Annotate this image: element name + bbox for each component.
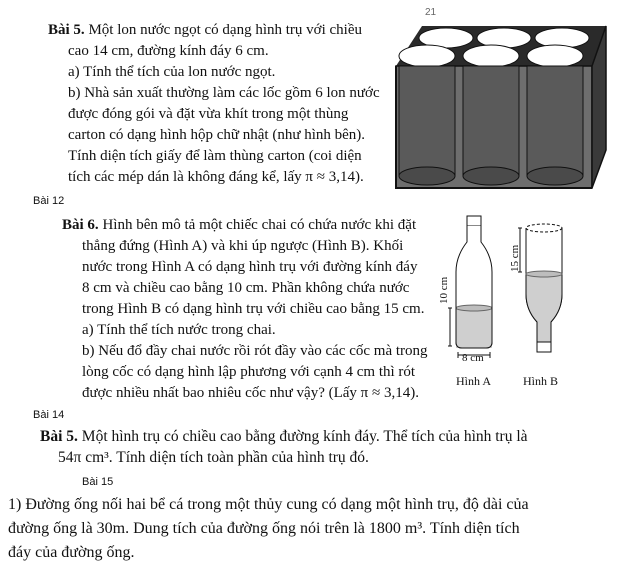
exercise-text: tích các mép dán là không đáng kể, lấy π ≈ 3,14).	[68, 169, 364, 185]
bottle-b	[518, 224, 562, 352]
exercise-text: đáy của đường ống.	[8, 544, 135, 561]
exercise-text: Một hình trụ có chiều cao bằng đường kính đáy. Thể tích của hình trụ là	[81, 428, 528, 445]
exercise-heading: Bài 6.	[62, 217, 99, 233]
exercise-line	[40, 426, 528, 447]
exercise-text: a) Tính thể tích nước trong chai.	[82, 322, 276, 338]
dimension-8cm: 8 cm	[462, 352, 484, 364]
exercise-text: được nhiều nhất bao nhiêu cốc như vậy? (Lấy π ≈ 3,14).	[82, 385, 419, 401]
exercise-text: Hình bên mô tả một chiếc chai có chứa nước khi đặt	[102, 217, 417, 233]
exercise-text: nước trong Hình A có dạng hình trụ với đường kính đáy	[82, 259, 418, 275]
dimension-15cm: 15 cm	[509, 244, 521, 272]
exercise-text: 1) Đường ống nối hai bể cá trong một thủy cung có dạng một hình trụ, độ dài của	[8, 496, 529, 513]
carton-box-figure	[392, 18, 616, 194]
bottle-a	[448, 216, 492, 358]
section-label-bai12: Bài 12	[33, 195, 65, 207]
figure-label-b: Hình B	[523, 374, 559, 388]
dimension-10cm: 10 cm	[438, 276, 450, 304]
exercise-text: cao 14 cm, đường kính đáy 6 cm.	[68, 43, 269, 59]
exercise-line	[48, 20, 362, 41]
exercise-line	[62, 215, 416, 236]
exercise-heading: Bài 5.	[40, 428, 78, 445]
exercise-text: Một lon nước ngọt có dạng hình trụ với chiều	[88, 22, 362, 38]
page-number: 21	[425, 7, 437, 18]
figure-label-a: Hình A	[456, 374, 492, 388]
exercise-text: 8 cm và chiều cao bằng 10 cm. Phần không chứa nước	[82, 280, 410, 296]
exercise-text: thẳng đứng (Hình A) và khi úp ngược (Hình B). Khối	[82, 238, 404, 254]
exercise-heading: Bài 5.	[48, 22, 85, 38]
section-label-bai14: Bài 14	[33, 409, 65, 421]
bottle-figure	[438, 212, 588, 382]
exercise-text: trong Hình B có dạng hình trụ với chiều cao bằng 15 cm.	[82, 301, 425, 317]
exercise-text: Tính diện tích giấy để làm thùng carton (coi diện	[68, 148, 362, 164]
exercise-text: 54π cm³. Tính diện tích toàn phần của hình trụ đó.	[58, 449, 369, 466]
exercise-text: b) Nếu đổ đầy chai nước rồi rót đầy vào các cốc mà trong	[82, 343, 428, 359]
exercise-text: được đóng gói và đặt vừa khít trong một thùng	[68, 106, 349, 122]
exercise-text: lòng cốc có dạng hình lập phương với cạnh 4 cm thì rót	[82, 364, 416, 380]
exercise-text: đường ống là 30m. Dung tích của đường ống nói trên là 1800 m³. Tính diện tích	[8, 520, 520, 537]
exercise-text: b) Nhà sản xuất thường làm các lốc gồm 6 lon nước	[68, 85, 380, 101]
section-label-bai15: Bài 15	[82, 476, 114, 488]
exercise-text: a) Tính thể tích của lon nước ngọt.	[68, 64, 276, 80]
exercise-text: carton có dạng hình hộp chữ nhật (như hình bên).	[68, 127, 366, 143]
